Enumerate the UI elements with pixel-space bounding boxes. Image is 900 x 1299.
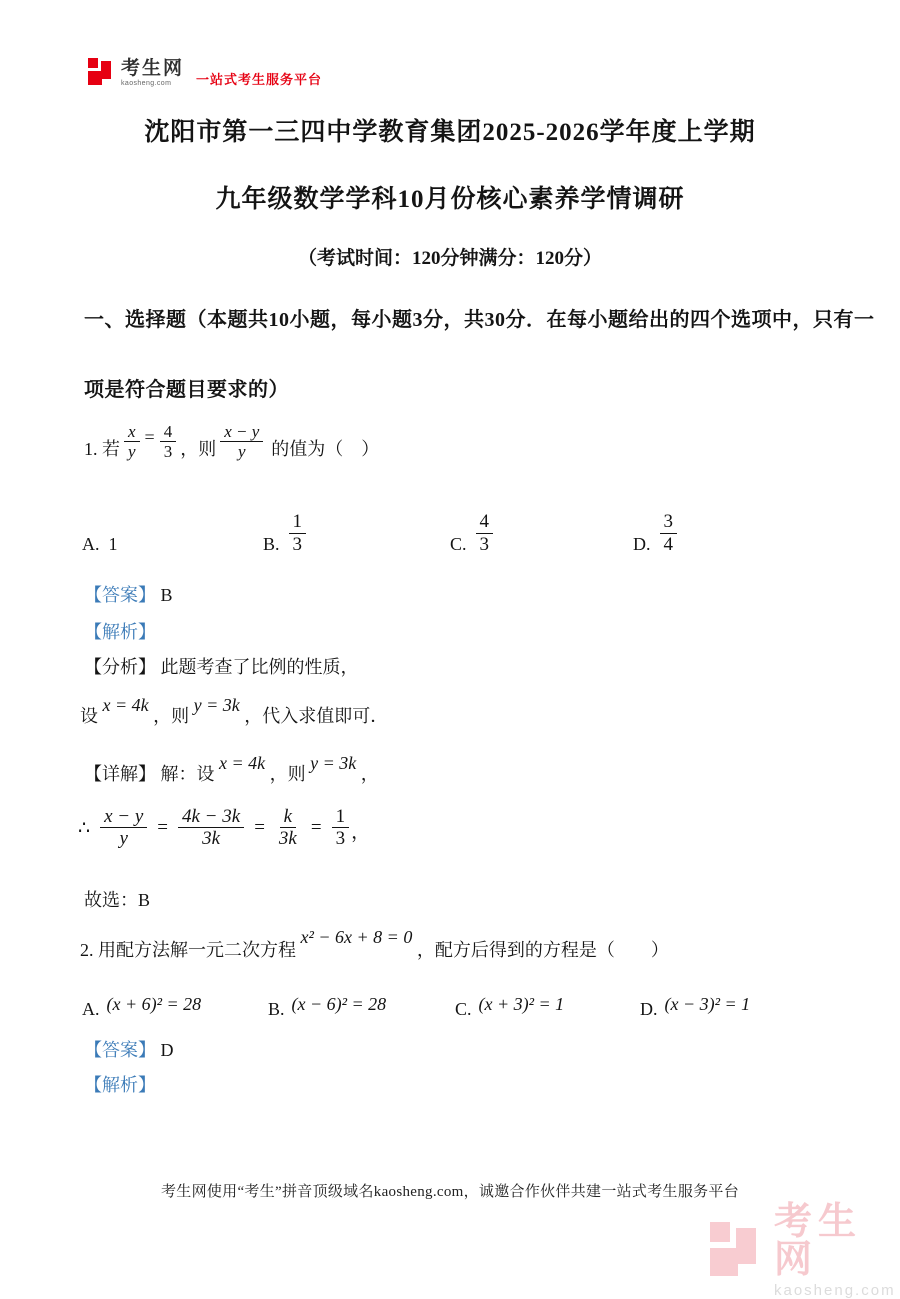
- document-title-line2: 九年级数学学科10月份核心素养学情调研: [215, 186, 685, 213]
- footer-text: 考生网使用“考生”拼音顶级域名kaosheng.com，诚邀合作伙伴共建一站式考生服务平台: [160, 1184, 740, 1200]
- q1-fenxi-tag: 【分析】: [84, 657, 156, 677]
- q2-option-d: [640, 994, 751, 1020]
- kaosheng-watermark: [710, 1203, 900, 1298]
- q1-fraction-x-over-y: $\frac{x}{y}$: [124, 422, 140, 461]
- q2-option-b-label: B.: [268, 999, 285, 1019]
- q1-option-a-label: A.: [82, 534, 100, 554]
- q1-option-d: [633, 511, 677, 555]
- exam-time-score-info: （考试时间：120分钟满分：120分）: [297, 248, 602, 269]
- question-1-stem: [84, 422, 379, 461]
- q1-option-a-value: 1: [108, 534, 118, 554]
- q1-conclusion: 故选：B: [84, 890, 151, 910]
- derive-fraction-4: $\frac{1}{3}$: [332, 806, 350, 850]
- q2-option-d-label: D.: [640, 999, 658, 1019]
- logo-text-block: [121, 59, 184, 87]
- q2-equation: x² − 6x + 8 = 0: [300, 927, 413, 947]
- section-heading-line1: 一、选择题（本题共10小题，每小题3分，共30分．在每小题给出的四个选项中，只有一: [84, 309, 875, 331]
- q1-detail-eq1: x = 4k: [219, 753, 266, 773]
- q1-comma-then: ，则: [180, 439, 217, 460]
- q1-setup-t2: ，则: [153, 706, 190, 726]
- q1-setup-eq2: y = 3k: [193, 695, 240, 715]
- derive-equals-2: =: [254, 816, 265, 838]
- q1-setup-t1: 设: [80, 706, 98, 726]
- q1-setup-row: [80, 695, 389, 728]
- q1-option-b: [263, 511, 306, 555]
- logo-tagline: 一站式考生服务平台: [196, 72, 323, 87]
- q1-fraction-xminusy-over-y: $\frac{x - y}{y}$: [220, 422, 263, 461]
- q1-setup-eq1: x = 4k: [102, 695, 149, 715]
- q1-jiexi-tag: 【解析】: [84, 622, 156, 642]
- q1-detail-eq2: y = 3k: [310, 753, 357, 773]
- q2-answer-tag: 【答案】: [84, 1040, 156, 1060]
- q1-detail-t2: ，则: [269, 764, 306, 784]
- q1-option-b-label: B.: [263, 534, 280, 554]
- q1-detail-tag: 【详解】: [84, 764, 156, 784]
- q2-tail-text: ，配方后得到的方程是（ ）: [416, 940, 669, 960]
- q2-answer-row: [84, 1036, 174, 1062]
- question-1-options: [82, 499, 822, 555]
- question-2-stem: [80, 927, 669, 962]
- derive-equals-1: =: [157, 816, 168, 838]
- q1-derivation-row: [78, 806, 370, 850]
- document-title-line1: 沈阳市第一三四中学教育集团2025-2026学年度上学期: [144, 119, 756, 146]
- derive-fraction-1: $\frac{x - y}{y}$: [100, 806, 147, 850]
- q1-option-d-label: D.: [633, 534, 651, 554]
- therefore-symbol: ∴: [78, 817, 91, 839]
- q1-answer-value: B: [160, 585, 173, 605]
- derive-fraction-2: $\frac{4k - 3k}{3k}$: [178, 806, 244, 850]
- q2-jiexi-row: [84, 1071, 156, 1097]
- q2-option-a: [82, 994, 202, 1020]
- q1-answer-row: [84, 581, 173, 607]
- q2-option-a-math: (x + 6)² = 28: [106, 994, 202, 1014]
- q2-lead-text: 2. 用配方法解一元二次方程: [80, 940, 296, 960]
- q1-fraction-4-over-3: $\frac{4}{3}$: [160, 422, 177, 461]
- q1-option-c-fraction: $\frac{4}{3}$: [476, 511, 494, 555]
- kaosheng-logo: [88, 57, 322, 88]
- q2-option-b: [268, 994, 387, 1020]
- logo-domain: kaosheng.com: [121, 79, 172, 87]
- q1-detail-t3: ，: [360, 764, 379, 784]
- q1-equals-sign: =: [144, 427, 155, 448]
- watermark-domain: kaosheng.com: [774, 1282, 896, 1299]
- derive-equals-3: =: [310, 816, 322, 838]
- q1-fenxi-row: [84, 653, 359, 679]
- logo-brand-name: 考生网: [121, 57, 185, 79]
- q1-option-a: [82, 534, 118, 555]
- q1-tail-text: 的值为（ ）: [271, 439, 380, 460]
- section-heading-line2: 项是符合题目要求的）: [84, 379, 289, 401]
- q2-option-b-math: (x − 6)² = 28: [291, 994, 387, 1014]
- watermark-brand-name: 考生网: [774, 1201, 863, 1281]
- kaosheng-watermark-icon: [710, 1222, 762, 1280]
- q1-lead-text: 1. 若: [84, 439, 120, 460]
- derive-trailing-comma: ，: [351, 821, 371, 843]
- q1-answer-tag: 【答案】: [84, 585, 156, 605]
- watermark-text-block: [774, 1203, 900, 1298]
- derive-fraction-3: $\frac{k}{3k}$: [278, 806, 297, 850]
- q1-detail-t1: 解：设: [160, 764, 215, 784]
- q1-detail-row: [84, 753, 379, 786]
- q2-option-d-math: (x − 3)² = 1: [664, 994, 751, 1014]
- q2-option-c: [455, 994, 565, 1020]
- q2-option-c-math: (x + 3)² = 1: [478, 994, 565, 1014]
- q2-answer-value: D: [160, 1040, 174, 1060]
- q1-option-b-fraction: $\frac{1}{3}$: [289, 511, 307, 555]
- q1-fenxi-text: 此题考查了比例的性质，: [160, 657, 359, 677]
- q2-option-a-label: A.: [82, 999, 100, 1019]
- q1-jiexi-row: [84, 618, 156, 644]
- q1-setup-t3: ，代入求值即可．: [244, 706, 389, 726]
- question-2-options: [82, 978, 822, 1020]
- q1-option-d-fraction: $\frac{3}{4}$: [660, 511, 678, 555]
- q1-option-c: [450, 511, 493, 555]
- q1-option-c-label: C.: [450, 534, 467, 554]
- q2-option-c-label: C.: [455, 999, 472, 1019]
- q2-jiexi-tag: 【解析】: [84, 1075, 156, 1095]
- kaosheng-logo-icon: [88, 58, 115, 87]
